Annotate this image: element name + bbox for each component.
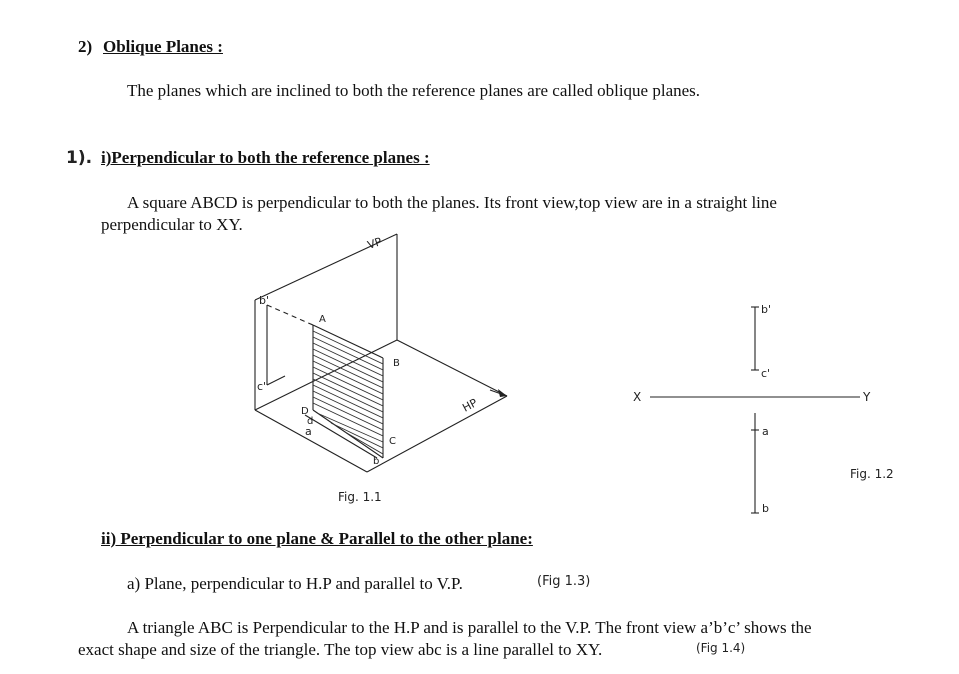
fig-1-1-caption: Fig. 1.1 — [338, 490, 382, 504]
label-d-lower: d — [307, 416, 314, 427]
hp-right-edge — [367, 396, 507, 472]
y-label: Y — [863, 390, 871, 404]
case2-sub-a-ref: (Fig 1.3) — [537, 574, 591, 589]
case1-title: i)Perpendicular to both the reference planes : — [101, 148, 430, 167]
oblique-description: The planes which are inclined to both the reference planes are called oblique planes. — [127, 81, 701, 100]
fig-1-2-diagram — [625, 295, 875, 525]
case2-para-ref: (Fig 1.4) — [696, 641, 746, 655]
hp-back-edge — [397, 340, 507, 396]
fig-1-2-caption: Fig. 1.2 — [850, 467, 894, 481]
case2-title: ii) Perpendicular to one plane & Parallel to the other plane: — [101, 529, 533, 548]
vp-label: VP — [365, 235, 384, 252]
fig-1-1-diagram — [245, 230, 520, 480]
label-c-prime: c' — [257, 380, 267, 393]
case2-para-line2: exact shape and size of the triangle. The top view abc is a line parallel to XY. — [78, 640, 603, 659]
label-D: D — [301, 406, 309, 417]
case1-mark: 1). — [66, 148, 93, 168]
c-prime-label: c' — [761, 367, 771, 380]
hp-label: HP — [460, 396, 480, 415]
case2-para-line1: A triangle ABC is Perpendicular to the H.P and is parallel to the V.P. The front view a’b’c’ shows the — [127, 618, 812, 637]
label-b-prime: b' — [259, 294, 270, 307]
square-hatching — [313, 331, 383, 454]
case2-sub-a: a) Plane, perpendicular to H.P and parallel to V.P. — [127, 574, 463, 593]
section-number: 2) — [78, 37, 93, 56]
case1-para-line1: A square ABCD is perpendicular to both the planes. Its front view,top view are in a straight line — [127, 193, 777, 212]
b-label: b — [762, 502, 769, 515]
x-label: X — [633, 390, 642, 404]
case1-para-line2: perpendicular to XY. — [101, 215, 243, 234]
section-title: Oblique Planes : — [103, 37, 223, 56]
label-C: C — [389, 436, 396, 447]
b-prime-label: b' — [761, 303, 772, 316]
label-b-lower: b — [373, 456, 380, 467]
label-a-lower: a — [305, 425, 312, 438]
label-B: B — [393, 358, 400, 369]
a-label: a — [762, 425, 769, 438]
xy-line — [255, 340, 397, 410]
label-A: A — [319, 314, 326, 325]
